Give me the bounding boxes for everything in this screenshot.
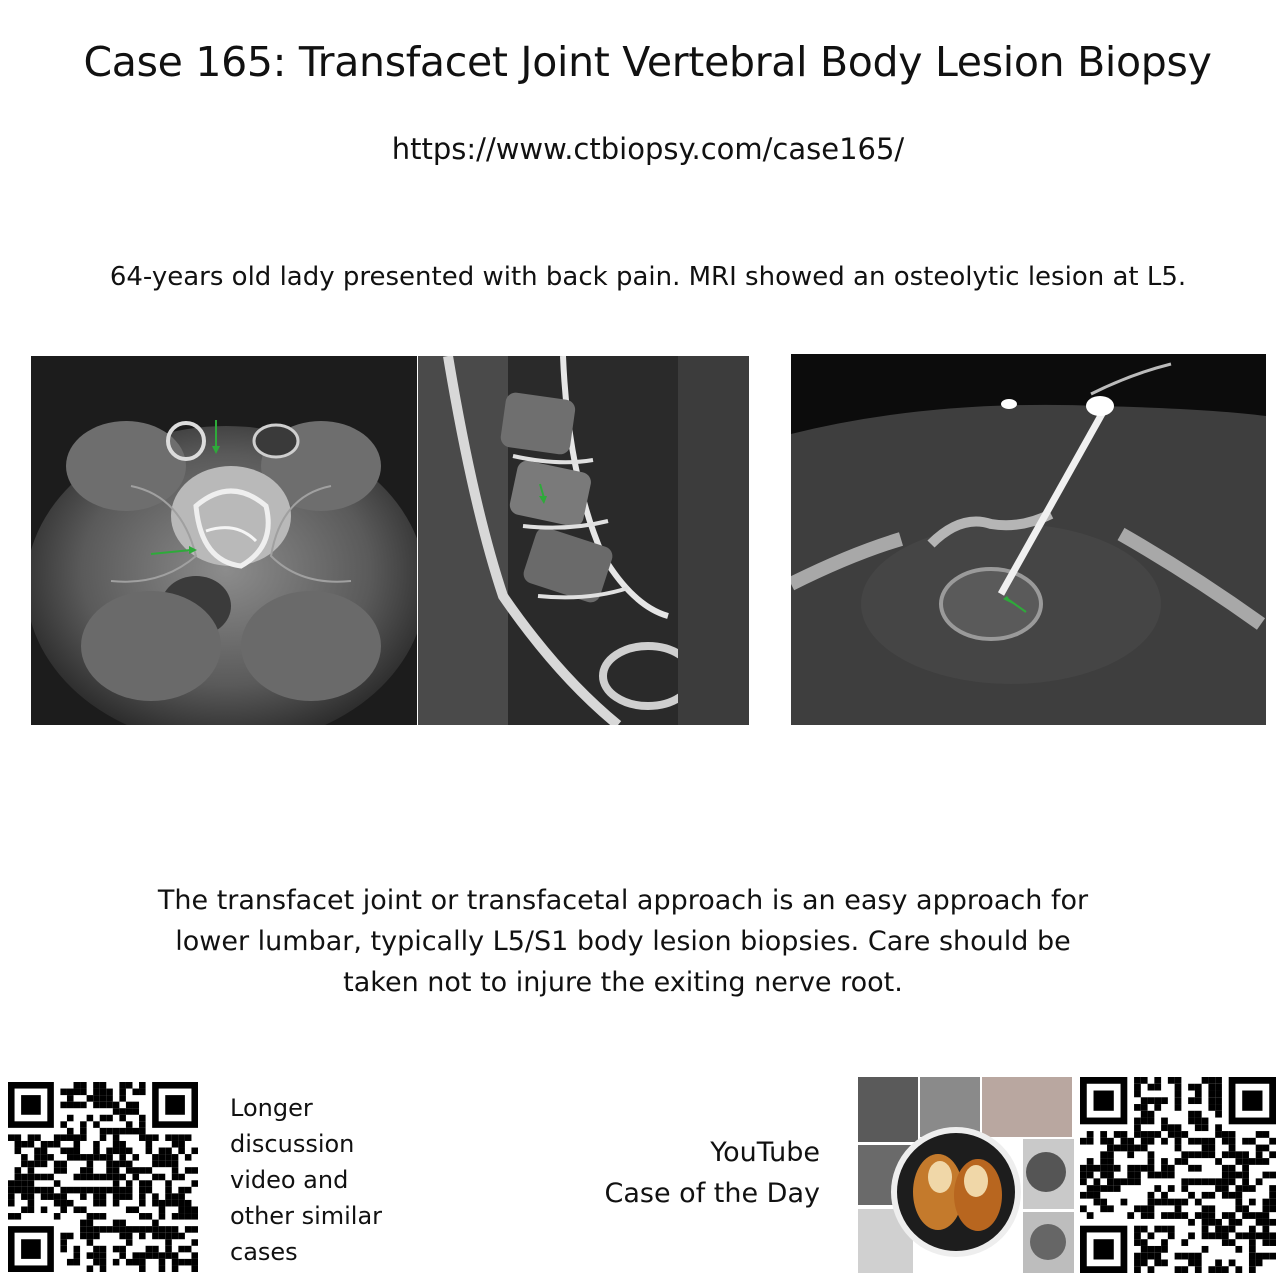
caption-line: video and xyxy=(230,1166,349,1194)
approach-description xyxy=(60,880,1186,1003)
qr-code-youtube-icon[interactable] xyxy=(1080,1077,1276,1273)
caption-line: Longer xyxy=(230,1094,313,1122)
description-line-1: The transfacet joint or transfacetal approach is an easy approach for xyxy=(157,885,1089,916)
caption-line: other similar xyxy=(230,1202,383,1230)
caption-line: discussion xyxy=(230,1130,355,1158)
ct-axial-biopsy-image xyxy=(791,354,1266,725)
youtube-caption xyxy=(560,1132,820,1214)
description-line-3: taken not to injure the exiting nerve root. xyxy=(343,967,903,998)
mri-sagittal-image xyxy=(418,356,749,725)
case-of-day-label: Case of the Day xyxy=(604,1178,820,1209)
case-collage-thumbnail[interactable] xyxy=(848,1077,1074,1273)
description-line-2: lower lumbar, typically L5/S1 body lesion biopsies. Care should be xyxy=(175,926,1071,957)
page-title: Case 165: Transfacet Joint Vertebral Body Lesion Biopsy xyxy=(83,38,1212,86)
case-url[interactable]: https://www.ctbiopsy.com/case165/ xyxy=(391,132,905,166)
discussion-caption xyxy=(230,1090,460,1270)
clinical-history: 64-years old lady presented with back pain. MRI showed an osteolytic lesion at L5. xyxy=(109,262,1187,292)
caption-line: cases xyxy=(230,1238,298,1266)
youtube-label: YouTube xyxy=(710,1137,820,1168)
mri-axial-image xyxy=(31,356,417,725)
qr-code-discussion-icon[interactable] xyxy=(8,1082,198,1272)
